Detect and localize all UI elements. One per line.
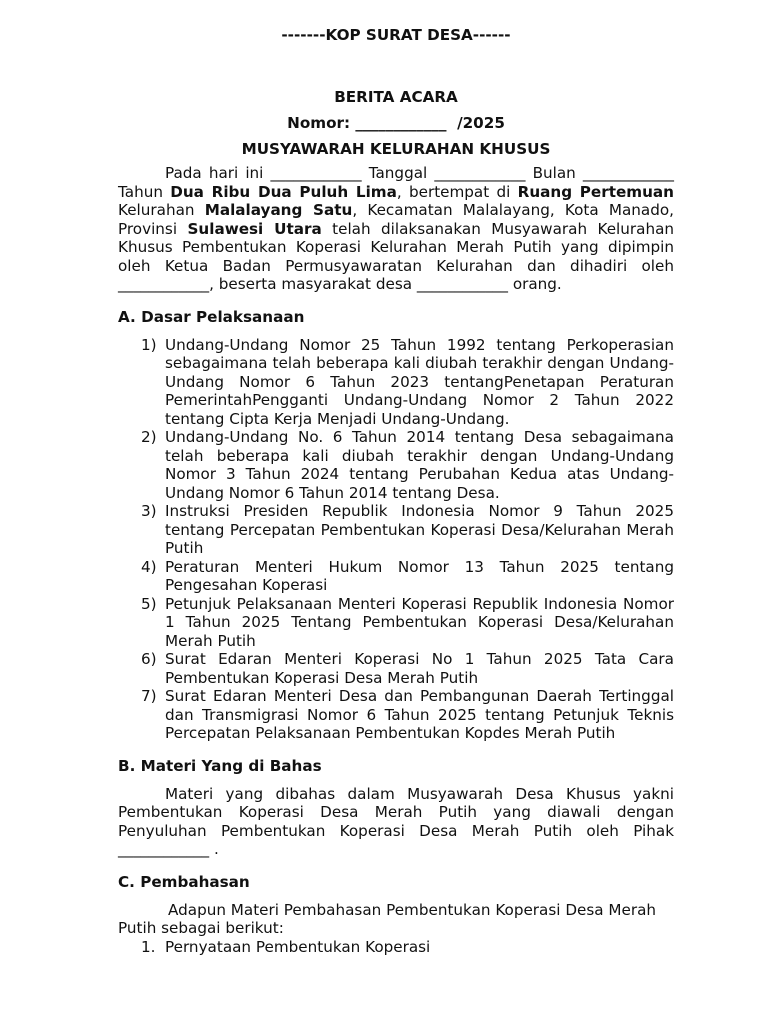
list-item-text: Undang-Undang No. 6 Tahun 2014 tentang Desa sebagaimana telah beberapa kali diubah terakhir dengan Undang-Undang Nomor 3 Tahun 2024 tentang Perubahan Kedua atas Undang-Undang Nomor 6 Tahun 2014 tentang Desa. [165, 428, 674, 502]
opening-text-3: Kelurahan [118, 201, 205, 219]
letterhead-placeholder: -------KOP SURAT DESA------ [281, 26, 511, 44]
list-item [118, 502, 674, 558]
section-a-heading: A. Dasar Pelaksanaan [118, 307, 305, 326]
opening-text-5: telah dilaksanakan Musyawarah Kelurahan Khusus Pembentukan Koperasi Kelurahan Merah Putih yang dipimpin oleh Ketua Badan Permusyawaratan Kelurahan dan dihadiri oleh ____________, beserta masyarakat desa ____________ orang. [118, 219, 674, 293]
document-subtitle: MUSYAWARAH KELURAHAN KHUSUS [241, 140, 551, 158]
opening-paragraph [118, 164, 674, 294]
list-item-text: Surat Edaran Menteri Desa dan Pembangunan Daerah Tertinggal dan Transmigrasi Nomor 6 Tahun 2025 tentang Petunjuk Teknis Percepatan Pelaksanaan Pembentukan Kopdes Merah Putih [165, 687, 674, 742]
list-item [118, 938, 674, 957]
list-item-number: 4) [141, 557, 157, 576]
year-text: Dua Ribu Dua Puluh Lima [170, 182, 397, 201]
list-item-text: Peraturan Menteri Hukum Nomor 13 Tahun 2025 tentang Pengesahan Koperasi [165, 557, 674, 594]
list-item-number: 7) [141, 687, 157, 705]
list-item [118, 687, 674, 743]
kelurahan-name: Malalayang Satu [204, 201, 353, 219]
list-item-text: Instruksi Presiden Republik Indonesia Nomor 9 Tahun 2025 tentang Percepatan Pembentukan Koperasi Desa/Kelurahan Merah Putih [165, 502, 674, 557]
document-title: BERITA ACARA [334, 88, 458, 106]
opening-text-2: , bertempat di [396, 182, 518, 201]
list-item-number: 5) [141, 594, 157, 613]
list-item-number: 1. [141, 937, 156, 956]
list-item-text: Surat Edaran Menteri Koperasi No 1 Tahun 2025 Tata Cara Pembentukan Koperasi Desa Merah Putih [165, 650, 674, 687]
list-item [118, 558, 674, 595]
list-item [118, 595, 674, 651]
section-c-heading: C. Pembahasan [118, 872, 250, 891]
list-item-text: Petunjuk Pelaksanaan Menteri Koperasi Republik Indonesia Nomor 1 Tahun 2025 Tentang Pembentukan Koperasi Desa/Kelurahan Merah Putih [165, 594, 674, 650]
discussion-list [118, 938, 674, 957]
list-item-number: 1) [141, 335, 157, 354]
section-c-paragraph: Adapun Materi Pembahasan Pembentukan Koperasi Desa Merah Putih sebagai berikut: [118, 900, 657, 937]
list-item-number: 3) [141, 502, 157, 520]
venue-text: Ruang Pertemuan [517, 182, 674, 201]
list-item-number: 2) [141, 428, 157, 446]
document-number: Nomor: ____________ /2025 [287, 114, 505, 132]
list-item-number: 6) [141, 650, 157, 668]
list-item-text: Undang-Undang Nomor 25 Tahun 1992 tentang Perkoperasian sebagaimana telah beberapa kali diubah terakhir dengan Undang-Undang Nomor 6 Tahun 2023 tentangPenetapan Peraturan PemerintahPengganti Undang-Undang Nomor 2 Tahun 2022 tentang Cipta Kerja Menjadi Undang-Undang. [165, 335, 674, 428]
list-item [118, 428, 674, 502]
opening-text-4: , Kecamatan Malalayang, Kota Manado, Provinsi [118, 201, 674, 238]
list-item-text: Pernyataan Pembentukan Koperasi [165, 937, 431, 956]
section-b-paragraph: Materi yang dibahas dalam Musyawarah Desa Khusus yakni Pembentukan Koperasi Desa Merah Putih yang diawali dengan Penyuluhan Pembentukan Koperasi Desa Merah Putih oleh Pihak ____________ . [118, 784, 674, 858]
list-item [118, 336, 674, 429]
list-item [118, 650, 674, 687]
section-b-heading: B. Materi Yang di Bahas [118, 756, 322, 775]
province-name: Sulawesi Utara [187, 219, 322, 238]
opening-text-1: Pada hari ini ____________ Tanggal ____________ Bulan ____________ Tahun [118, 164, 674, 201]
legal-basis-list [118, 336, 674, 743]
